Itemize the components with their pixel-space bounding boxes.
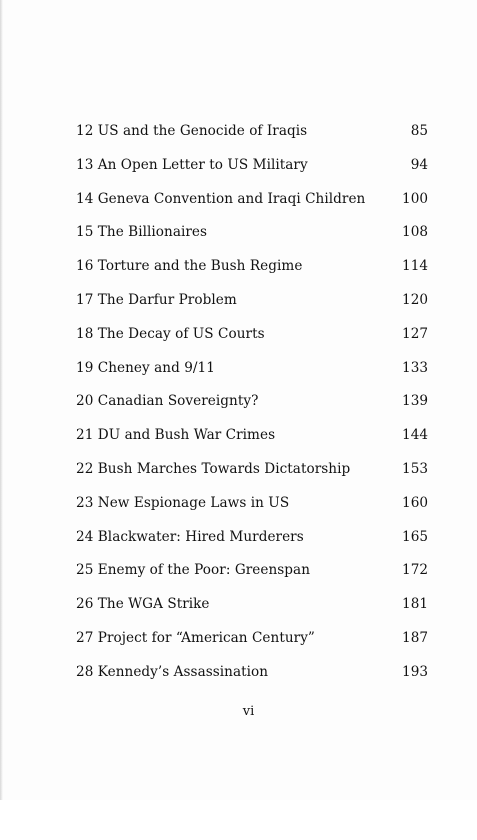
toc-entry-page-number: 172	[402, 562, 428, 579]
toc-entry	[76, 664, 428, 698]
page-edge-shadow	[0, 0, 3, 800]
toc-entry-page-number: 114	[402, 258, 428, 275]
toc-entry-page-number: 193	[402, 663, 428, 680]
toc-entry-title: 27 Project for “American Century”	[76, 629, 315, 646]
toc-entry	[76, 630, 428, 664]
toc-entry	[76, 224, 428, 258]
toc-entry-title: 13 An Open Letter to US Military	[76, 156, 308, 173]
toc-entry-title: 18 The Decay of US Courts	[76, 325, 265, 342]
toc-entry-page-number: 153	[402, 460, 428, 477]
toc-entry	[76, 258, 428, 292]
toc-entry-title: 22 Bush Marches Towards Dictatorship	[76, 460, 351, 477]
toc-entry-page-number: 133	[402, 359, 428, 376]
toc-entry-page-number: 108	[402, 224, 428, 241]
toc-entry	[76, 427, 428, 461]
toc-entry-page-number: 165	[402, 528, 428, 545]
toc-entry-page-number: 139	[402, 393, 428, 410]
toc-entry-title: 17 The Darfur Problem	[76, 291, 237, 308]
toc-entry-title: 25 Enemy of the Poor: Greenspan	[76, 562, 311, 579]
toc-entry-title: 14 Geneva Convention and Iraqi Children	[76, 190, 366, 207]
toc-entry-page-number: 187	[402, 629, 428, 646]
toc-entry-title: 23 New Espionage Laws in US	[76, 494, 290, 511]
toc-entry-page-number: 120	[402, 291, 428, 308]
toc-entry-title: 26 The WGA Strike	[76, 596, 210, 613]
toc-entry-page-number: 127	[402, 325, 428, 342]
folio-text: vi	[242, 704, 255, 719]
toc-entry-page-number: 160	[402, 494, 428, 511]
toc-entry-page-number: 85	[410, 123, 428, 139]
toc-entry-title: 20 Canadian Sovereignty?	[76, 393, 259, 410]
toc-entry	[76, 461, 428, 495]
toc-entry	[76, 562, 428, 596]
toc-entry-page-number: 94	[410, 156, 428, 173]
toc-entry-title: 21 DU and Bush War Crimes	[76, 427, 276, 444]
toc-entry	[76, 191, 428, 225]
toc-entry-page-number: 100	[402, 190, 428, 207]
toc-entry	[76, 292, 428, 326]
toc-entry-page-number: 181	[402, 596, 428, 613]
toc-entry	[76, 123, 428, 157]
toc-entry	[76, 393, 428, 427]
page-number-folio	[0, 704, 477, 719]
toc-entry	[76, 529, 428, 563]
toc-entry	[76, 157, 428, 191]
toc-entry	[76, 495, 428, 529]
toc-entry-title: 12 US and the Genocide of Iraqis	[76, 123, 308, 139]
toc-entry	[76, 360, 428, 394]
table-of-contents	[76, 123, 428, 698]
toc-entry-title: 16 Torture and the Bush Regime	[76, 258, 303, 275]
toc-entry-title: 28 Kennedy’s Assassination	[76, 663, 269, 680]
toc-entry	[76, 326, 428, 360]
toc-entry-page-number: 144	[402, 427, 428, 444]
toc-entry	[76, 596, 428, 630]
page-corner-curl	[0, 748, 42, 840]
toc-entry-title: 15 The Billionaires	[76, 224, 208, 241]
toc-entry-title: 24 Blackwater: Hired Murderers	[76, 528, 304, 545]
toc-entry-title: 19 Cheney and 9/11	[76, 359, 215, 376]
